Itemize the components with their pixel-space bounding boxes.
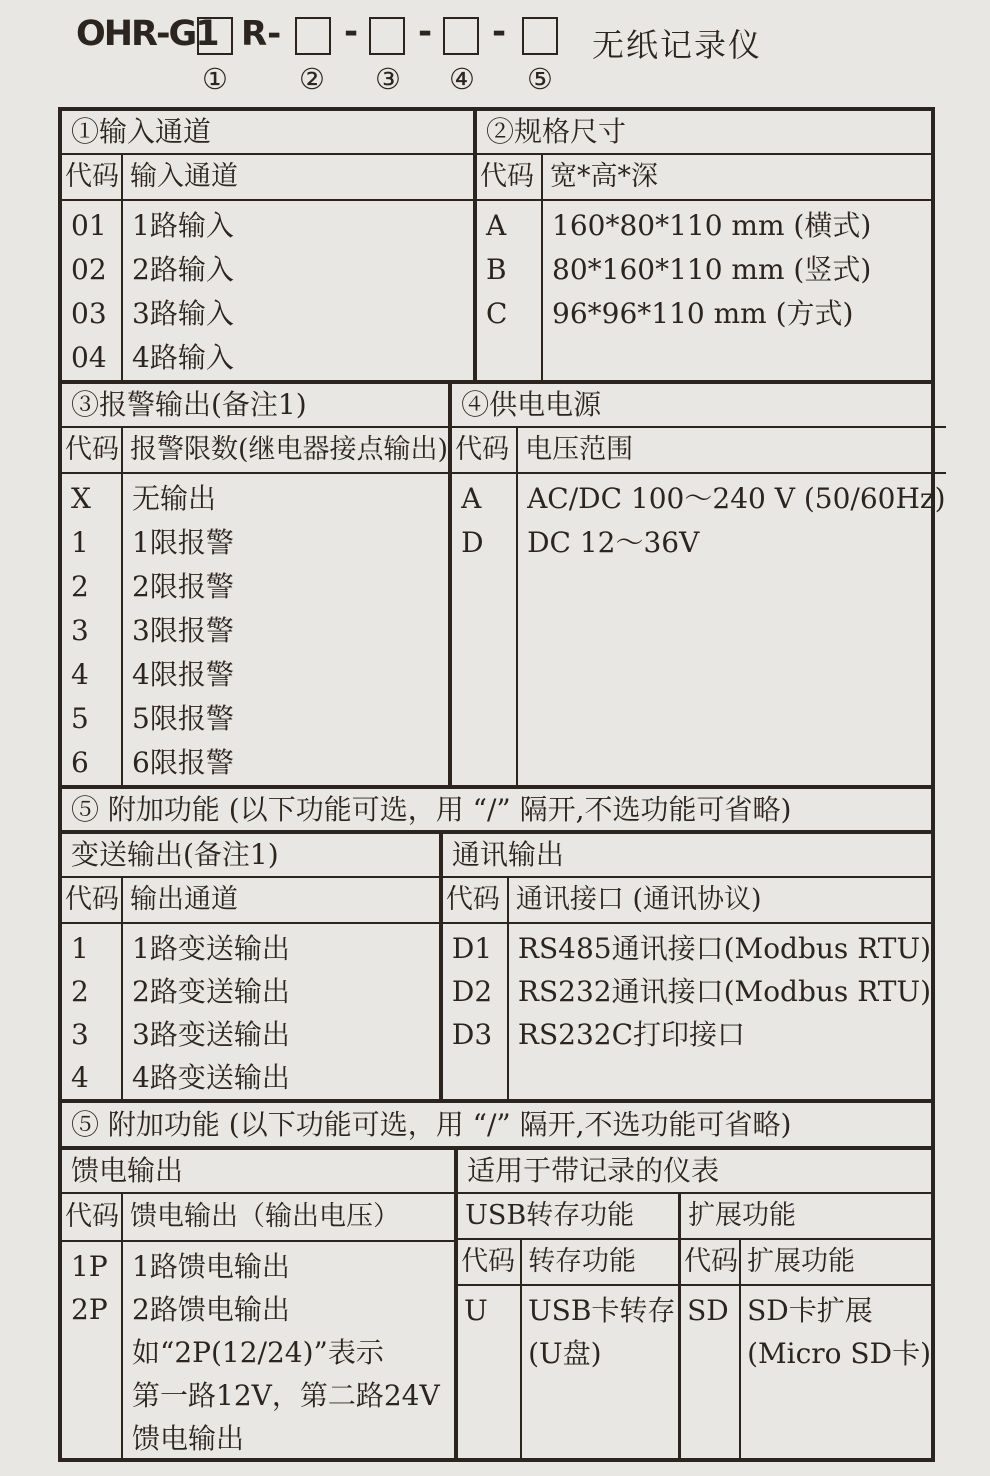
note-line: 第一路12V，第二路24V [132, 1379, 440, 1412]
section-header-row [62, 428, 448, 474]
code-cell: D1 [451, 932, 493, 965]
section-title: ①输入通道 [62, 111, 473, 155]
recording-subtables [458, 1194, 931, 1460]
code-cell: D2 [451, 975, 493, 1008]
band-transmit-comm [62, 834, 931, 1103]
label-cell: DC 12～36V [527, 526, 700, 559]
model-slot-3 [369, 17, 405, 55]
code-cell: B [486, 253, 507, 286]
label-cell: 4限报警 [132, 658, 234, 691]
position-mark-2: ② [299, 62, 325, 96]
code-cell: 3 [71, 614, 89, 647]
code-column [62, 1242, 123, 1460]
section-header-row [62, 878, 439, 924]
position-mark-3: ③ [375, 62, 401, 96]
label-header: 报警限数(继电器接点输出) [130, 434, 449, 465]
label-column [543, 201, 931, 380]
section-recording-instruments [458, 1150, 931, 1460]
label-column [741, 1286, 931, 1460]
code-header: 代码 [62, 155, 123, 199]
label-cell: 2路馈电输出 [132, 1293, 290, 1326]
label-cell: 3路输入 [132, 297, 234, 330]
label-cell: 1限报警 [132, 526, 234, 559]
section-body [62, 924, 439, 1099]
model-r-segment: R- [241, 14, 282, 54]
section-power-supply [452, 384, 945, 785]
code-cell: 2 [71, 570, 89, 603]
label-column [518, 474, 945, 785]
code-cell: 04 [71, 341, 107, 374]
label-header: 电压范围 [525, 434, 634, 465]
code-cell: 02 [71, 253, 107, 286]
code-column [62, 201, 123, 380]
label-cell: 2路变送输出 [132, 975, 290, 1008]
section-transmit-output [62, 834, 443, 1099]
section-title: 适用于带记录的仪表 [458, 1150, 931, 1194]
label-header: 通讯接口 (通讯协议) [515, 884, 762, 915]
model-slot-4 [443, 17, 479, 55]
code-cell: 2 [71, 975, 89, 1008]
code-cell: X [71, 482, 91, 515]
label-cell: RS232C打印接口 [517, 1018, 746, 1051]
model-dash: - [344, 12, 359, 52]
section-header-row [62, 155, 473, 201]
code-header: 代码 [458, 1240, 522, 1284]
label-column [522, 1286, 678, 1460]
label-header: 转存功能 [528, 1246, 637, 1277]
label-cell: 3限报警 [132, 614, 234, 647]
label-cell: RS232通讯接口(Modbus RTU) [517, 975, 931, 1008]
section-title: 变送输出(备注1) [62, 834, 439, 878]
subsection-body [458, 1286, 678, 1460]
label-cell: 2限报警 [132, 570, 234, 603]
label-cell: 80*160*110 mm (竖式) [552, 253, 872, 286]
subsection-body [681, 1286, 931, 1460]
section-title: 馈电输出 [62, 1150, 454, 1194]
model-slot-5 [522, 17, 558, 55]
label-header: 输入通道 [130, 161, 238, 192]
label-cell: 3路变送输出 [132, 1018, 290, 1051]
label-header: 宽*高*深 [550, 161, 658, 192]
label-cell: 1路馈电输出 [132, 1250, 290, 1283]
model-dash: - [418, 12, 433, 52]
code-cell: SD [687, 1294, 729, 1327]
section-dimensions [477, 111, 931, 380]
section-power-distribution-output [62, 1150, 458, 1460]
position-mark-4: ④ [449, 62, 475, 96]
label-column [123, 924, 439, 1099]
code-column [458, 1286, 522, 1460]
note-line: 馈电输出 [132, 1422, 245, 1455]
code-cell: 5 [71, 702, 89, 735]
subsection-expansion [681, 1194, 931, 1460]
label-cell: 160*80*110 mm (横式) [552, 209, 872, 242]
section-body [62, 1242, 454, 1460]
model-dash: - [492, 12, 507, 52]
section-title: ②规格尺寸 [477, 111, 931, 155]
section-body [452, 474, 945, 785]
label-cell: 96*96*110 mm (方式) [552, 297, 854, 330]
code-cell: 4 [71, 658, 89, 691]
code-cell: 03 [71, 297, 107, 330]
code-cell: 3 [71, 1018, 89, 1051]
subsection-header-row [458, 1240, 678, 1286]
code-column [681, 1286, 741, 1460]
section-header-row [477, 155, 931, 201]
code-header: 代码 [443, 878, 509, 922]
code-column [452, 474, 518, 785]
code-column [477, 201, 543, 380]
label-cell: 无输出 [132, 482, 217, 515]
label-cell: 1路输入 [132, 209, 234, 242]
label-cell: 4路输入 [132, 341, 234, 374]
code-header: 代码 [62, 878, 123, 922]
code-cell: A [461, 482, 482, 515]
model-code-line [0, 0, 990, 107]
ordering-table [58, 107, 946, 1462]
label-cell: USB卡转存 [528, 1294, 676, 1327]
code-cell: D [461, 526, 484, 559]
model-prefix: OHR-G1 [76, 14, 218, 54]
label-header: 扩展功能 [747, 1246, 856, 1277]
code-header: 代码 [477, 155, 543, 199]
code-column [443, 924, 509, 1099]
label-column [509, 924, 931, 1099]
code-header: 代码 [681, 1240, 741, 1284]
label-cell: 5限报警 [132, 702, 234, 735]
label-cell: RS485通讯接口(Modbus RTU) [517, 932, 931, 965]
note-line: 如“2P(12/24)”表示 [132, 1336, 384, 1369]
label-column [123, 1242, 454, 1460]
code-cell: 6 [71, 746, 89, 779]
section-title: ④供电电源 [452, 384, 945, 428]
banner-additional-functions-1: ⑤ 附加功能 (以下功能可选，用 “/” 隔开,不选功能可省略) [62, 789, 931, 834]
section-input-channels [62, 111, 477, 380]
section-body [62, 201, 473, 380]
label-column [123, 474, 448, 785]
subsection-header-row [681, 1240, 931, 1286]
code-cell: U [464, 1294, 488, 1327]
code-header: 代码 [452, 428, 518, 472]
section-header-row [62, 1194, 454, 1242]
label-cell: (U盘) [528, 1337, 602, 1370]
section-body [443, 924, 931, 1099]
code-cell: 1P [71, 1250, 108, 1283]
code-cell: 01 [71, 209, 107, 242]
code-cell: D3 [451, 1018, 493, 1051]
section-title: 通讯输出 [443, 834, 931, 878]
section-comm-output [443, 834, 931, 1099]
subsection-title: USB转存功能 [458, 1194, 678, 1240]
label-cell: 1路变送输出 [132, 932, 290, 965]
model-slot-1 [197, 17, 233, 55]
product-name: 无纸记录仪 [592, 26, 763, 64]
label-cell: 6限报警 [132, 746, 234, 779]
label-column [123, 201, 473, 380]
code-header: 代码 [62, 1194, 123, 1240]
band-alarm-power [62, 384, 946, 789]
subsection-usb-transfer [458, 1194, 681, 1460]
code-cell: 1 [71, 932, 89, 965]
code-cell: 1 [71, 526, 89, 559]
code-header: 代码 [62, 428, 123, 472]
banner-additional-functions-2: ⑤ 附加功能 (以下功能可选，用 “/” 隔开,不选功能可省略) [62, 1103, 931, 1150]
section-body [477, 201, 931, 380]
section-body [62, 474, 448, 785]
band-feed-recording [62, 1150, 931, 1460]
position-mark-5: ⑤ [527, 62, 553, 96]
section-header-row [452, 428, 945, 474]
subsection-title: 扩展功能 [681, 1194, 931, 1240]
label-cell: (Micro SD卡) [747, 1337, 931, 1370]
section-alarm-output [62, 384, 452, 785]
model-slot-2 [295, 17, 331, 55]
label-cell: SD卡扩展 [747, 1294, 873, 1327]
label-cell: AC/DC 100～240 V (50/60Hz) [527, 482, 946, 515]
code-cell: 4 [71, 1061, 89, 1094]
code-cell: C [486, 297, 508, 330]
code-cell: A [486, 209, 507, 242]
section-title: ③报警输出(备注1) [62, 384, 448, 428]
label-header: 输出通道 [130, 884, 238, 915]
section-header-row [443, 878, 931, 924]
label-cell: 4路变送输出 [132, 1061, 290, 1094]
label-cell: 2路输入 [132, 253, 234, 286]
code-cell: 2P [71, 1293, 108, 1326]
position-mark-1: ① [202, 62, 228, 96]
code-column [62, 924, 123, 1099]
code-column [62, 474, 123, 785]
label-header: 馈电输出（输出电压） [130, 1201, 400, 1232]
band-input-dimensions [62, 111, 931, 384]
